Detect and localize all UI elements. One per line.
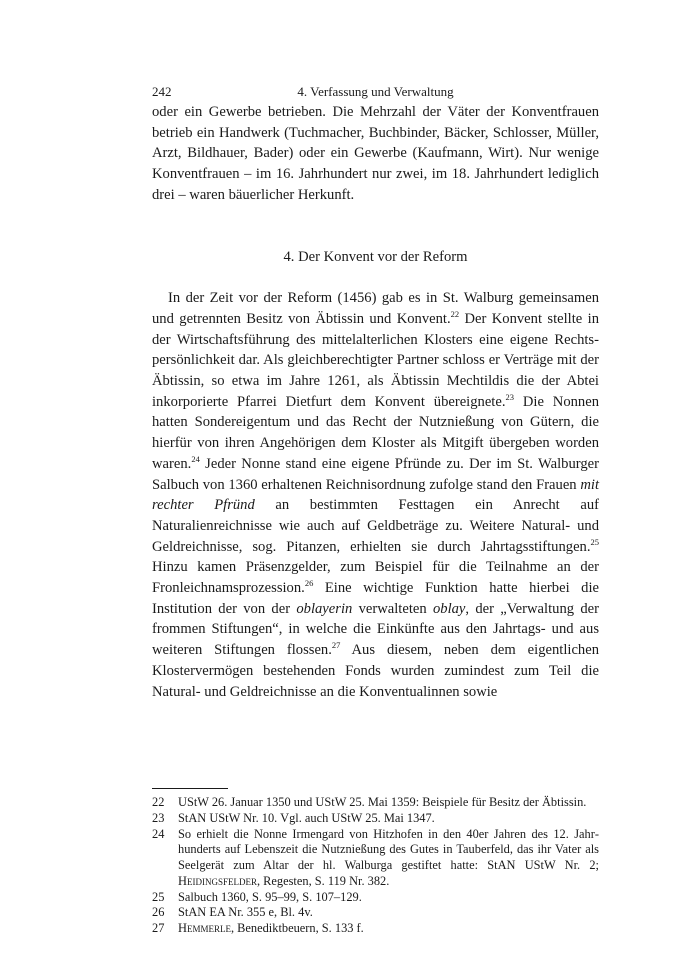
footnote-number: 27 — [152, 920, 165, 935]
footnote-text: StAN EA Nr. 355 e, Bl. 4v. — [178, 905, 313, 920]
text-segment: , der „Verwaltung der frommen Stiftungen“, in welche die Einkünfte aus den Jahrtags- und aus weiteren Stiftungen flossen. — [152, 600, 599, 659]
page-number: 242 — [152, 84, 172, 99]
footnote-rule — [152, 788, 228, 789]
footnote-text: Salbuch 1360, S. 95–99, S. 107–129. — [178, 889, 362, 904]
text-segment: Die Nonnen hatten Sondereigentum und das Recht der Nutznießung von Gütern, die hierfür von ihren Angehörigen dem Kloster als Mitgift übergeben worden waren. — [152, 393, 599, 472]
text-segment: Jeder Nonne stand eine eigene Pfründe zu. Der im St. Walburger Salbuch von 1360 erhaltenen Reichnisordnung zufolge stand den Frauen — [152, 455, 599, 493]
italic-term: oblay — [432, 600, 466, 617]
footnote-27 — [152, 921, 599, 937]
text-segment: Eine wichtige Funktion hatte hierbei die Institution der von der — [152, 580, 599, 617]
footnote-26 — [152, 905, 599, 921]
italic-term: mit rechter Pfründ — [152, 476, 599, 514]
author-name: Hemmerle — [178, 920, 231, 935]
footnote-25 — [152, 890, 599, 906]
text-segment: an bestimmten Festtagen ein Anrecht auf Naturalienreichnisse wie auch auf Geldbeträge zu. Weitere Natural- und Geldreichnisse, sog. Pitanzen, erhielten sie durch Jahrtagsstiftungen. — [152, 497, 599, 555]
footnote-number: 25 — [152, 889, 165, 904]
paragraph-1: oder ein Gewerbe betrieben. Die Mehrzahl der Väter der Konventfrauen betrieb ein Handwerk (Tuchmacher, Buchbinder, Bäcker, Schlosser, Müller, Arzt, Bildhauer, Bader) oder ein Gewerbe (Kaufmann, Wirt). Nur wenige Konventfrauen – im 16. Jahrhundert nur zwei, im 18. Jahrhundert lediglich drei – waren bäuerlicher Herkunft. — [152, 104, 599, 203]
footnote-22 — [152, 795, 599, 811]
footnote-text: UStW 26. Januar 1350 und UStW 25. Mai 1359: Beispiele für Besitz der Äbtissin. — [178, 795, 587, 810]
text-segment: Der Konvent stellte in der Wirtschaftsführung des mittelalterlichen Klosters eine eigene Rechtspersönlichkeit dar. Als gleichberechtigter Partner schloss er Verträge mit der Äbtissin, so etwa im Jahre 1261, als Äbtissin Mechtildis die der Abtei inkorporierte Pfarrei Dietfurt dem Konvent übereignete. — [152, 310, 599, 410]
footnote-reference: 22 — [450, 309, 460, 320]
footnote-reference: 25 — [590, 536, 599, 547]
page — [152, 82, 599, 937]
footnote-text: So erhielt die Nonne Irmengard von Hitzhofen in den 40er Jahren des 12. Jahrhunderts auf Lebenszeit die Nutznießung des Gutes in Tauberfeld, das ihr Vater als Seelgerät zum Altar der hl. Walburga gestiftet hatte: StAN UStW Nr. 2; — [178, 826, 599, 873]
footnote-reference: 26 — [304, 578, 314, 589]
footnote-reference: 27 — [331, 640, 341, 651]
text-segment: verwalteten — [352, 600, 433, 617]
footnote-number: 24 — [152, 826, 165, 841]
footnote-reference: 23 — [505, 391, 514, 402]
section-heading: 4. Der Konvent vor der Reform — [283, 248, 468, 265]
body-text — [152, 102, 599, 702]
footnote-spacer — [152, 702, 599, 788]
footnote-24 — [152, 827, 599, 890]
footnote-23 — [152, 811, 599, 827]
footnote-text: , Regesten, S. 119 Nr. 382. — [256, 873, 390, 888]
footnote-number: 26 — [152, 905, 165, 920]
footnote-number: 23 — [152, 810, 165, 825]
footnote-text: , Benediktbeuern, S. 133 f. — [230, 920, 364, 935]
footnote-reference: 24 — [191, 453, 200, 464]
author-name: Heidingsfelder — [178, 873, 257, 888]
footnote-text: StAN UStW Nr. 10. Vgl. auch UStW 25. Mai 1347. — [178, 810, 435, 825]
footnote-number: 22 — [152, 795, 165, 810]
footnotes — [152, 795, 599, 936]
paragraph-2 — [152, 288, 599, 702]
text-segment: Hinzu kamen Präsenzgelder, zum Beispiel für die Teilnahme an der Fronleichnamsprozession. — [152, 559, 599, 597]
running-title: 4. Verfassung und Verwaltung — [297, 84, 454, 99]
italic-term: oblayerin — [296, 600, 353, 617]
running-head — [152, 82, 599, 102]
text-segment: Aus diesem, neben dem eigentlichen Klostervermögen bestehenden Fonds wurden zumindest zum Teil die Natural- und Geldreichnisse an die Konventualinnen sowie — [152, 642, 599, 700]
text-segment: In der Zeit vor der Reform (1456) gab es in St. Walburg gemeinsamen und getrennten Besitz von Äbtissin und Konvent. — [152, 290, 599, 327]
